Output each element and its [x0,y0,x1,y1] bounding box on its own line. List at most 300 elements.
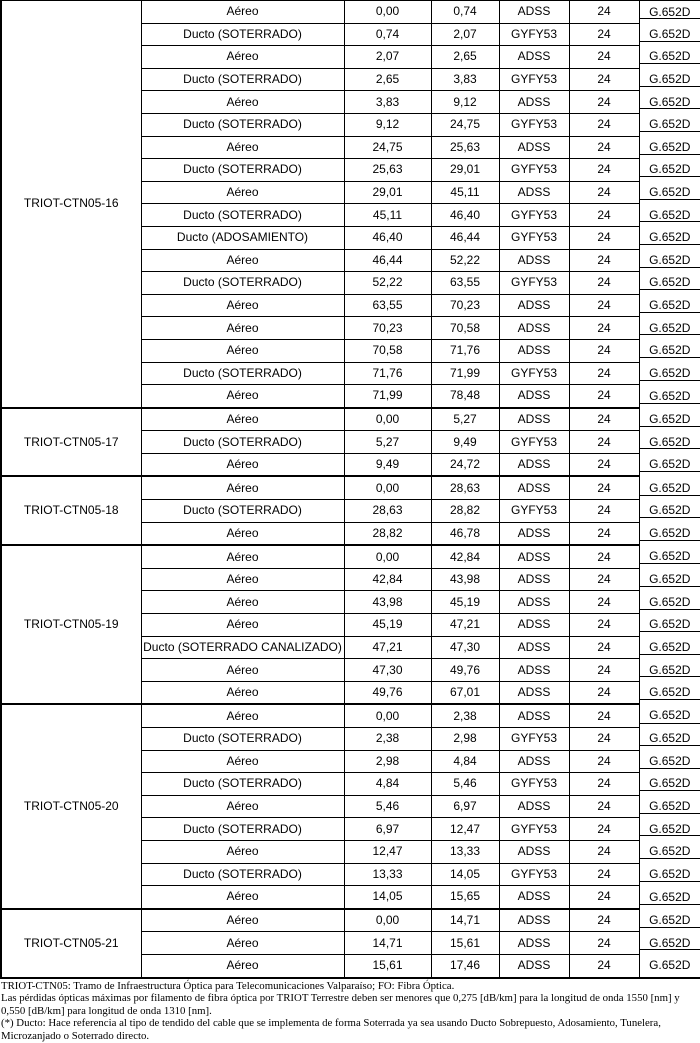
cable-type-cell: GYFY53 [499,159,569,182]
km-end-cell: 3,83 [431,68,499,91]
km-end-cell: 29,01 [431,159,499,182]
standard-column-divider [640,654,700,655]
standard-cell: G.652D [639,317,700,340]
segment-type-cell: Ducto (SOTERRADO) [141,272,344,295]
km-end-cell: 70,58 [431,317,499,340]
standard-cell: G.652D [639,385,700,408]
fiber-count-cell: 24 [569,204,639,227]
km-end-cell: 9,49 [431,431,499,454]
fiber-count-cell: 24 [569,500,639,523]
standard-column-divider [640,357,700,358]
cable-type-cell: ADSS [499,249,569,272]
fiber-count-cell: 24 [569,431,639,454]
standard-cell: G.652D [639,91,700,114]
cable-type-cell: ADSS [499,545,569,568]
standard-cell: G.652D [639,68,700,91]
segment-type-cell: Ducto (SOTERRADO) [141,204,344,227]
fiber-count-cell: 24 [569,909,639,932]
cable-type-cell: ADSS [499,476,569,499]
km-start-cell: 3,83 [344,91,431,114]
standard-column-divider [640,813,700,814]
km-start-cell: 0,00 [344,704,431,727]
cable-type-cell: ADSS [499,339,569,362]
segment-type-cell: Ducto (SOTERRADO CANALIZADO) [141,636,344,659]
segment-type-cell: Aéreo [141,46,344,69]
standard-column-divider [640,176,700,177]
standard-cell: G.652D [639,408,700,431]
cable-type-cell: GYFY53 [499,431,569,454]
footnote-ducto-definition: (*) Ducto: Hace referencia al tipo de tendido del cable que se implementa de forma Soterrada ya sea usando Ducto Sobrepuesto, Adosamiento, Tunelera, Microzanjado o Soterrado directo. [1,1017,698,1042]
cable-type-cell: GYFY53 [499,23,569,46]
km-start-cell: 0,00 [344,545,431,568]
fiber-count-cell: 24 [569,362,639,385]
segment-type-cell: Ducto (SOTERRADO) [141,159,344,182]
km-end-cell: 13,33 [431,840,499,863]
segment-type-cell: Aéreo [141,659,344,682]
fiber-count-cell: 24 [569,408,639,431]
km-end-cell: 46,78 [431,522,499,545]
fiber-count-cell: 24 [569,453,639,476]
cable-type-cell: ADSS [499,659,569,682]
fiber-count-cell: 24 [569,181,639,204]
cable-type-cell: ADSS [499,522,569,545]
footnote-abbreviations: TRIOT-CTN05: Tramo de Infraestructura Óptica para Telecomunicaciones Valparaíso; FO: Fibra Óptica. [1,980,698,993]
segment-type-cell: Ducto (SOTERRADO) [141,68,344,91]
standard-column-divider [640,540,700,541]
km-start-cell: 4,84 [344,773,431,796]
km-start-cell: 43,98 [344,591,431,614]
cable-type-cell: GYFY53 [499,500,569,523]
segment-type-cell: Aéreo [141,750,344,773]
segment-type-cell: Aéreo [141,476,344,499]
fiber-count-cell: 24 [569,818,639,841]
segment-type-cell: Ducto (SOTERRADO) [141,113,344,136]
standard-column-divider [640,723,700,724]
fiber-count-cell: 24 [569,704,639,727]
standard-column-divider [640,380,700,381]
standard-cell: G.652D [639,181,700,204]
km-start-cell: 46,40 [344,226,431,249]
cable-type-cell: GYFY53 [499,113,569,136]
standard-cell: G.652D [639,500,700,523]
standard-column-divider [640,154,700,155]
cable-type-cell: GYFY53 [499,818,569,841]
segment-type-cell: Aéreo [141,1,344,24]
fiber-count-cell: 24 [569,840,639,863]
standard-cell: G.652D [639,159,700,182]
standard-column-divider [640,609,700,610]
km-end-cell: 63,55 [431,272,499,295]
standard-cell: G.652D [639,545,700,568]
fiber-count-cell: 24 [569,614,639,637]
km-end-cell: 52,22 [431,249,499,272]
standard-cell: G.652D [639,113,700,136]
cable-type-cell: ADSS [499,614,569,637]
segment-type-cell: Aéreo [141,909,344,932]
standard-column-divider [640,108,700,109]
km-end-cell: 12,47 [431,818,499,841]
standard-column-divider [640,221,700,222]
cable-type-cell: ADSS [499,750,569,773]
km-start-cell: 9,49 [344,453,431,476]
km-start-cell: 45,19 [344,614,431,637]
km-end-cell: 24,75 [431,113,499,136]
km-start-cell: 70,58 [344,339,431,362]
fiber-count-cell: 24 [569,68,639,91]
km-end-cell: 49,76 [431,659,499,682]
standard-column-divider [640,676,700,677]
segment-type-cell: Aéreo [141,408,344,431]
segment-type-cell: Ducto (SOTERRADO) [141,23,344,46]
cable-type-cell: ADSS [499,1,569,24]
km-end-cell: 43,98 [431,568,499,591]
segment-type-cell: Ducto (SOTERRADO) [141,728,344,751]
standard-column-divider [640,495,700,496]
cable-type-cell: ADSS [499,909,569,932]
km-end-cell: 14,71 [431,909,499,932]
standard-cell: G.652D [639,568,700,591]
cable-type-cell: ADSS [499,704,569,727]
segment-type-cell: Aéreo [141,704,344,727]
segment-type-cell: Aéreo [141,339,344,362]
standard-column-divider [640,927,700,928]
km-start-cell: 5,27 [344,431,431,454]
standard-column-divider [640,904,700,905]
km-start-cell: 14,05 [344,886,431,909]
standard-cell: G.652D [639,522,700,545]
km-end-cell: 25,63 [431,136,499,159]
fiber-count-cell: 24 [569,568,639,591]
standard-cell: G.652D [639,431,700,454]
standard-cell: G.652D [639,476,700,499]
fiber-count-cell: 24 [569,23,639,46]
fiber-count-cell: 24 [569,954,639,977]
km-start-cell: 47,21 [344,636,431,659]
km-start-cell: 45,11 [344,204,431,227]
standard-cell: G.652D [639,795,700,818]
standard-cell: G.652D [639,681,700,704]
km-end-cell: 9,12 [431,91,499,114]
km-end-cell: 14,05 [431,863,499,886]
segment-type-cell: Aéreo [141,249,344,272]
km-end-cell: 5,27 [431,408,499,431]
standard-cell: G.652D [639,750,700,773]
cable-type-cell: ADSS [499,886,569,909]
segment-type-cell: Aéreo [141,294,344,317]
fiber-count-cell: 24 [569,863,639,886]
fiber-count-cell: 24 [569,46,639,69]
km-end-cell: 4,84 [431,750,499,773]
fiber-count-cell: 24 [569,886,639,909]
km-start-cell: 52,22 [344,272,431,295]
standard-column-divider [640,835,700,836]
segment-type-cell: Aéreo [141,591,344,614]
km-end-cell: 2,38 [431,704,499,727]
km-end-cell: 17,46 [431,954,499,977]
standard-cell: G.652D [639,818,700,841]
km-start-cell: 28,82 [344,522,431,545]
table-row [1,909,700,932]
fiber-count-cell: 24 [569,159,639,182]
km-start-cell: 0,00 [344,408,431,431]
segment-type-cell: Ducto (SOTERRADO) [141,431,344,454]
standard-cell: G.652D [639,226,700,249]
km-end-cell: 15,65 [431,886,499,909]
standard-column-divider [640,244,700,245]
table-row [1,1,700,24]
km-start-cell: 0,74 [344,23,431,46]
cable-type-cell: GYFY53 [499,204,569,227]
standard-cell: G.652D [639,272,700,295]
standard-column-divider [640,790,700,791]
table-row [1,408,700,431]
standard-cell: G.652D [639,932,700,955]
cable-type-cell: ADSS [499,294,569,317]
standard-cell: G.652D [639,204,700,227]
cable-type-cell: ADSS [499,636,569,659]
standard-column-divider [640,631,700,632]
section-id-cell: TRIOT-CTN05-16 [1,1,141,408]
cable-type-cell: GYFY53 [499,68,569,91]
fiber-count-cell: 24 [569,249,639,272]
km-start-cell: 70,23 [344,317,431,340]
km-start-cell: 42,84 [344,568,431,591]
standard-cell: G.652D [639,46,700,69]
fiber-count-cell: 24 [569,681,639,704]
cable-type-cell: GYFY53 [499,863,569,886]
km-start-cell: 29,01 [344,181,431,204]
km-start-cell: 12,47 [344,840,431,863]
footnote-optical-loss: Las pérdidas ópticas máximas por filamento de fibra óptica por TRIOT Terrestre deben ser menores que 0,275 [dB/km] para la longitud de onda 1550 [nm] y 0,550 [dB/km] para longitud de onda 1310 [nm]. [1,992,698,1017]
standard-cell: G.652D [639,453,700,476]
standard-column-divider [640,426,700,427]
standard-cell: G.652D [639,659,700,682]
km-start-cell: 6,97 [344,818,431,841]
standard-cell: G.652D [639,909,700,932]
cable-type-cell: GYFY53 [499,226,569,249]
km-start-cell: 28,63 [344,500,431,523]
standard-column-divider [640,199,700,200]
km-end-cell: 2,65 [431,46,499,69]
standard-cell: G.652D [639,863,700,886]
segment-type-cell: Ducto (ADOSAMIENTO) [141,226,344,249]
standard-column-divider [640,267,700,268]
standard-cell: G.652D [639,886,700,909]
segment-type-cell: Aéreo [141,385,344,408]
km-end-cell: 2,07 [431,23,499,46]
segment-type-cell: Ducto (SOTERRADO) [141,773,344,796]
standard-column-divider [640,768,700,769]
standard-column-divider [640,881,700,882]
standard-column-divider [640,699,700,700]
fiber-count-cell: 24 [569,113,639,136]
standard-cell: G.652D [639,954,700,977]
km-end-cell: 46,44 [431,226,499,249]
km-start-cell: 14,71 [344,932,431,955]
fiber-count-cell: 24 [569,317,639,340]
km-end-cell: 45,19 [431,591,499,614]
cable-type-cell: ADSS [499,954,569,977]
fiber-count-cell: 24 [569,476,639,499]
section-id-cell: TRIOT-CTN05-19 [1,545,141,704]
fiber-count-cell: 24 [569,272,639,295]
cable-type-cell: ADSS [499,46,569,69]
segment-type-cell: Aéreo [141,954,344,977]
cable-type-cell: ADSS [499,681,569,704]
segment-type-cell: Ducto (SOTERRADO) [141,863,344,886]
table-row [1,704,700,727]
standard-column-divider [640,63,700,64]
segment-type-cell: Aéreo [141,614,344,637]
cable-type-cell: GYFY53 [499,272,569,295]
km-end-cell: 71,76 [431,339,499,362]
cable-type-cell: ADSS [499,840,569,863]
km-start-cell: 9,12 [344,113,431,136]
fiber-count-cell: 24 [569,932,639,955]
standard-column-divider [640,131,700,132]
section-id-cell: TRIOT-CTN05-20 [1,704,141,908]
standard-column-divider [640,289,700,290]
km-start-cell: 0,00 [344,1,431,24]
km-end-cell: 71,99 [431,362,499,385]
standard-column-divider [640,448,700,449]
km-end-cell: 67,01 [431,681,499,704]
fiber-count-cell: 24 [569,773,639,796]
fiber-count-cell: 24 [569,636,639,659]
km-start-cell: 15,61 [344,954,431,977]
km-start-cell: 0,00 [344,909,431,932]
km-end-cell: 78,48 [431,385,499,408]
standard-column-divider [640,586,700,587]
standard-column-divider [640,18,700,19]
standard-cell: G.652D [639,294,700,317]
fiber-count-cell: 24 [569,728,639,751]
km-start-cell: 2,65 [344,68,431,91]
km-start-cell: 2,98 [344,750,431,773]
standard-cell: G.652D [639,840,700,863]
km-end-cell: 0,74 [431,1,499,24]
segment-type-cell: Aéreo [141,840,344,863]
km-end-cell: 70,23 [431,294,499,317]
segment-type-cell: Aéreo [141,545,344,568]
km-end-cell: 42,84 [431,545,499,568]
table-row [1,545,700,568]
standard-column-divider [640,563,700,564]
standard-cell: G.652D [639,773,700,796]
section-id-cell: TRIOT-CTN05-21 [1,909,141,978]
standard-column-divider [640,517,700,518]
segment-type-cell: Aéreo [141,681,344,704]
segment-type-cell: Aéreo [141,317,344,340]
cable-type-cell: GYFY53 [499,728,569,751]
cable-type-cell: ADSS [499,408,569,431]
cable-type-cell: ADSS [499,932,569,955]
standard-column-divider [640,403,700,404]
km-end-cell: 47,21 [431,614,499,637]
standard-column-divider [640,41,700,42]
km-end-cell: 2,98 [431,728,499,751]
km-end-cell: 5,46 [431,773,499,796]
km-end-cell: 28,82 [431,500,499,523]
cable-type-cell: ADSS [499,181,569,204]
km-end-cell: 6,97 [431,795,499,818]
km-end-cell: 47,30 [431,636,499,659]
cable-type-cell: GYFY53 [499,773,569,796]
fiber-count-cell: 24 [569,659,639,682]
cable-type-cell: ADSS [499,385,569,408]
km-start-cell: 0,00 [344,476,431,499]
cable-type-cell: ADSS [499,317,569,340]
standard-cell: G.652D [639,636,700,659]
fiber-count-cell: 24 [569,226,639,249]
km-start-cell: 49,76 [344,681,431,704]
cable-type-cell: ADSS [499,591,569,614]
fiber-count-cell: 24 [569,339,639,362]
km-start-cell: 47,30 [344,659,431,682]
km-start-cell: 25,63 [344,159,431,182]
segment-type-cell: Aéreo [141,932,344,955]
cable-type-cell: GYFY53 [499,362,569,385]
fiber-count-cell: 24 [569,385,639,408]
km-start-cell: 63,55 [344,294,431,317]
standard-column-divider [640,334,700,335]
table-row [1,476,700,499]
footnotes [0,979,700,1043]
standard-column-divider [640,949,700,950]
standard-cell: G.652D [639,591,700,614]
km-start-cell: 2,07 [344,46,431,69]
km-end-cell: 15,61 [431,932,499,955]
standard-cell: G.652D [639,1,700,24]
standard-cell: G.652D [639,614,700,637]
segment-type-cell: Ducto (SOTERRADO) [141,500,344,523]
cable-type-cell: ADSS [499,136,569,159]
section-id-cell: TRIOT-CTN05-17 [1,408,141,477]
km-end-cell: 28,63 [431,476,499,499]
segment-type-cell: Aéreo [141,453,344,476]
fiber-count-cell: 24 [569,1,639,24]
fiber-count-cell: 24 [569,750,639,773]
km-start-cell: 71,76 [344,362,431,385]
km-end-cell: 45,11 [431,181,499,204]
segment-type-cell: Aéreo [141,795,344,818]
cable-type-cell: ADSS [499,795,569,818]
segment-type-cell: Aéreo [141,181,344,204]
standard-cell: G.652D [639,728,700,751]
standard-cell: G.652D [639,339,700,362]
segment-type-cell: Ducto (SOTERRADO) [141,362,344,385]
standard-column-divider [640,471,700,472]
fiber-count-cell: 24 [569,591,639,614]
fiber-count-cell: 24 [569,294,639,317]
segment-type-cell: Aéreo [141,568,344,591]
km-start-cell: 13,33 [344,863,431,886]
standard-column-divider [640,312,700,313]
segment-type-cell: Aéreo [141,522,344,545]
segment-type-cell: Aéreo [141,136,344,159]
standard-cell: G.652D [639,23,700,46]
fiber-count-cell: 24 [569,545,639,568]
section-id-cell: TRIOT-CTN05-18 [1,476,141,545]
standard-cell: G.652D [639,704,700,727]
km-start-cell: 5,46 [344,795,431,818]
standard-column-divider [640,745,700,746]
km-start-cell: 24,75 [344,136,431,159]
fiber-count-cell: 24 [569,91,639,114]
km-end-cell: 24,72 [431,453,499,476]
segment-type-cell: Aéreo [141,886,344,909]
standard-cell: G.652D [639,249,700,272]
